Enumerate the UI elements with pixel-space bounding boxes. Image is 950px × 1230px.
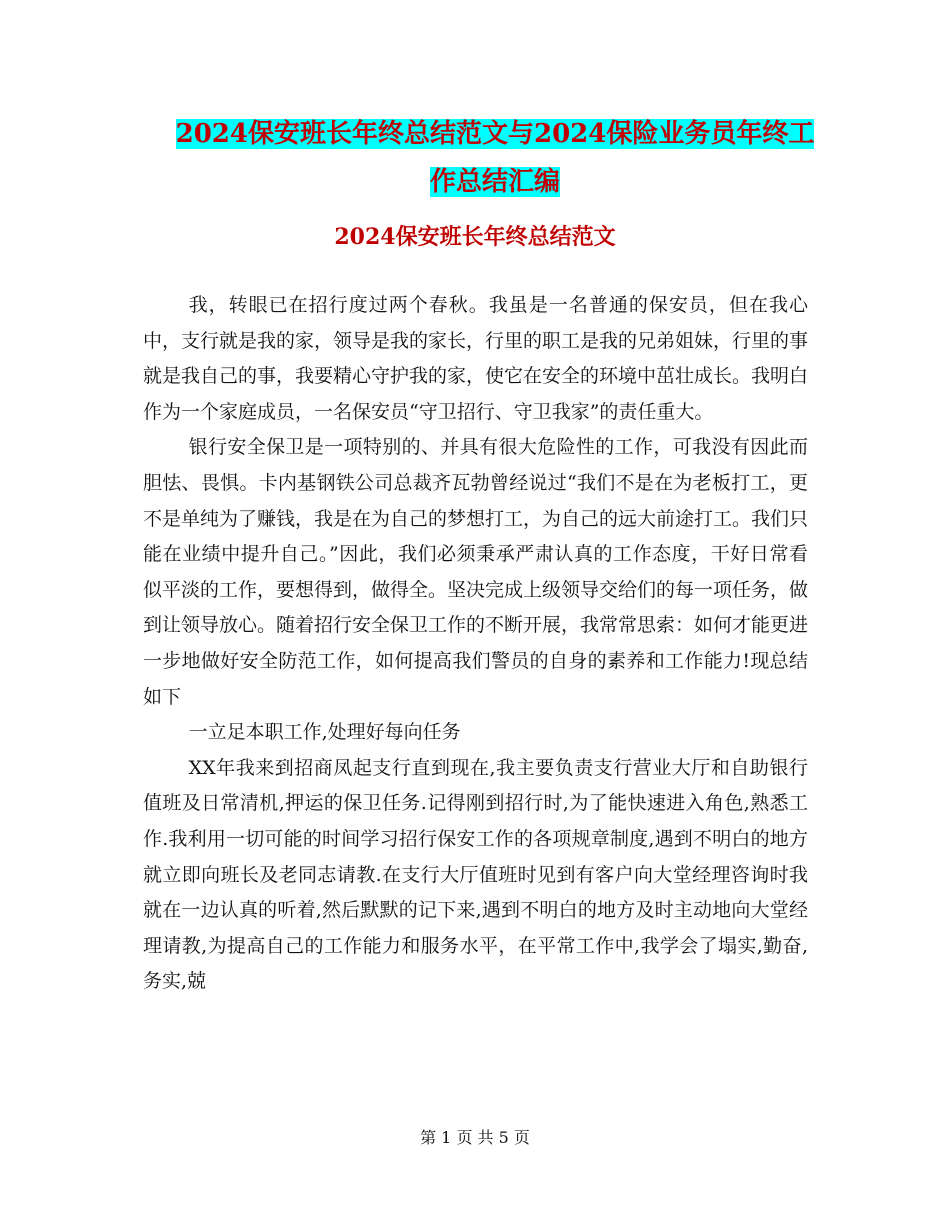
- body-text: [143, 288, 808, 1000]
- page-footer: 第 1 页 共 5 页: [420, 1128, 530, 1147]
- paragraph: 我，转眼已在招行度过两个春秋。我虽是一名普通的保安员，但在我心中，支行就是我的家，领导是我的家长，行里的职工是我的兄弟姐妹，行里的事就是我自己的事，我要精心守护我的家，使它在安全的环境中茁壮成长。我明白作为一个家庭成员，一名保安员“守卫招行、守卫我家”的责任重大。: [143, 294, 809, 423]
- document-title: [150, 110, 840, 206]
- paragraph: 一立足本职工作,处理好每向任务: [188, 721, 461, 744]
- paragraph: 银行安全保卫是一项特别的、并具有很大危险性的工作，可我没有因此而胆怯、畏惧。卡内基钢铁公司总裁齐瓦勃曾经说过“我们不是在为老板打工，更不是单纯为了赚钱，我是在为自己的梦想打工，为自己的远大前途打工。我们只能在业绩中提升自己。”因此，我们必须秉承严肃认真的工作态度，干好日常看似平淡的工作，要想得到，做得全。坚决完成上级领导交给们的每一项任务，做到让领导放心。随着招行安全保卫工作的不断开展，我常常思索：如何才能更进一步地做好安全防范工作，如何提高我们警员的自身的素养和工作能力!现总结如下: [143, 436, 809, 708]
- section-title: 2024保安班长年终总结范文: [334, 224, 616, 250]
- document-title-line2: 作总结汇编: [429, 167, 560, 197]
- document-title-line1: 2024保安班长年终总结范文与2024保险业务员年终工: [175, 119, 815, 149]
- paragraph: XX年我来到招商凤起支行直到现在,我主要负责支行营业大厅和自助银行值班及日常清机,押运的保卫任务.记得刚到招行时,为了能快速进入角色,熟悉工作.我利用一切可能的时间学习招行保安工作的各项规章制度,遇到不明白的地方就立即向班长及老同志请教.在支行大厅值班时见到有客户向大堂经理咨询时我就在一边认真的听着,然后默默的记下来,遇到不明白的地方及时主动地向大堂经理请教,为提高自己的工作能力和服务水平，在平常工作中,我学会了塌实,勤奋,务实,兢: [143, 756, 808, 993]
